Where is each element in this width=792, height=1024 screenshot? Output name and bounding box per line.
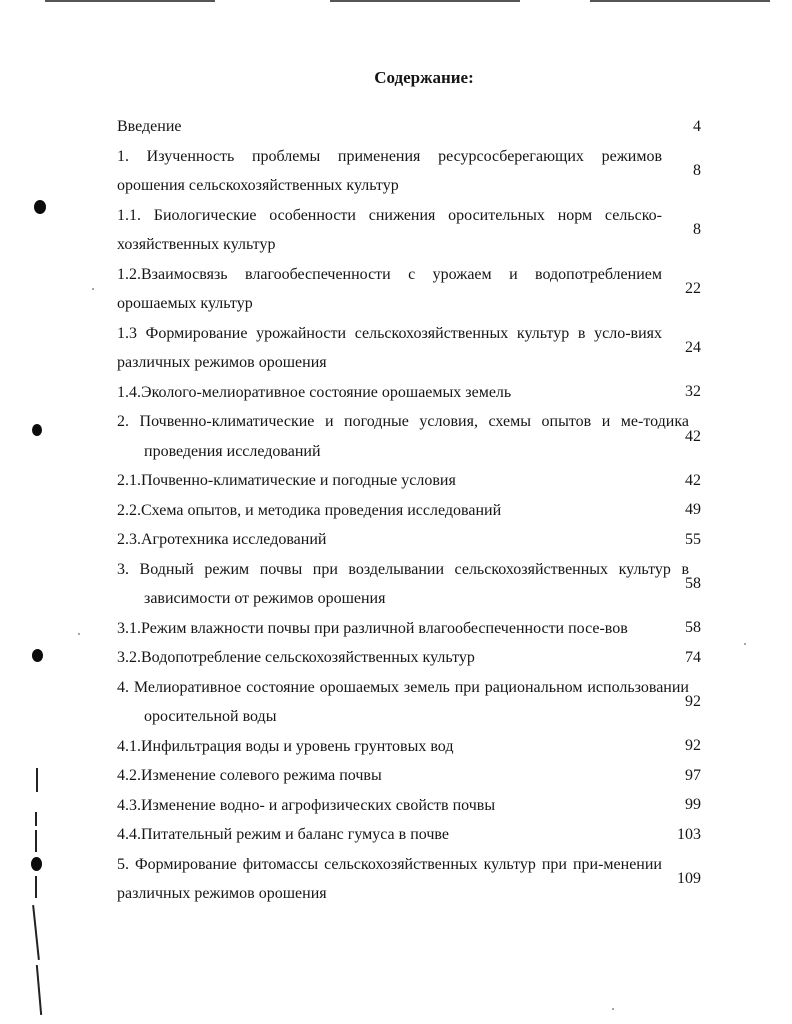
toc-entry-title: 1.1. Биологические особенности снижения оросительных норм сельско-хозяйственных культур xyxy=(117,206,662,253)
toc-page-number: 109 xyxy=(677,870,701,887)
toc-page-number: 58 xyxy=(685,619,701,637)
toc-entry xyxy=(117,112,709,142)
toc-entry xyxy=(117,643,709,673)
toc-entry-title: 4.2.Изменение солевого режима почвы xyxy=(117,767,382,784)
toc-entry-title: 5. Формирование фитомассы сельскохозяйственных культур при при-менении различных режимов орошения xyxy=(117,855,662,902)
toc-page-number: 103 xyxy=(677,825,701,843)
toc-entry-title: 1.2.Взаимосвязь влагообеспеченности с урожаем и водопотреблением орошаемых культур xyxy=(117,265,662,312)
toc-page-number: 22 xyxy=(685,280,701,297)
toc-entry xyxy=(117,201,709,260)
toc-entry xyxy=(117,732,709,762)
scan-top-rule xyxy=(590,0,770,2)
toc-entry xyxy=(117,407,709,466)
toc-entry xyxy=(117,555,709,614)
toc-entry-title: 2.3.Агротехника исследований xyxy=(117,531,327,548)
toc-page-number: 32 xyxy=(685,383,701,401)
toc-entry xyxy=(117,614,709,644)
toc-page-number: 42 xyxy=(685,471,701,489)
scan-speck xyxy=(612,1008,614,1010)
toc-entry xyxy=(117,673,709,732)
toc-entry-title: 2. Почвенно-климатические и погодные условия, схемы опытов и ме-тодика проведения исследований xyxy=(117,413,689,460)
page-title: Содержание: xyxy=(374,68,474,87)
toc-entry-title: 3. Водный режим почвы при возделывании сельскохозяйственных культур в зависимости от режимов орошения xyxy=(117,560,689,607)
toc-entry-title: 3.1.Режим влажности почвы при различной влагообеспеченности посе-вов xyxy=(117,619,628,637)
toc-entry-title: 4.3.Изменение водно- и агрофизических свойств почвы xyxy=(117,796,496,814)
toc-entry xyxy=(117,378,709,408)
toc-page-number: 58 xyxy=(685,575,701,592)
toc-entry-title: 3.2.Водопотребление сельскохозяйственных культур xyxy=(117,649,475,666)
toc-page-number: 24 xyxy=(685,339,701,356)
toc-entry-title: 4.4.Питательный режим и баланс гумуса в почве xyxy=(117,826,449,843)
toc-entry xyxy=(117,850,709,909)
toc-entry xyxy=(117,791,709,821)
binder-hole-mark xyxy=(32,424,42,436)
toc-page-number: 42 xyxy=(685,427,701,445)
toc-entry-title: 1.3 Формирование урожайности сельскохозяйственных культур в усло-виях различных режимов орошения xyxy=(117,324,662,371)
scan-speck xyxy=(744,643,746,645)
toc-page-number: 99 xyxy=(685,796,701,814)
table-of-contents xyxy=(117,112,709,909)
toc-page-number: 8 xyxy=(693,162,701,179)
toc-entry-title: 4.1.Инфильтрация воды и уровень грунтовых вод xyxy=(117,737,454,755)
toc-page-number: 4 xyxy=(693,117,701,135)
toc-entry-title: Введение xyxy=(117,118,182,135)
toc-page-number: 97 xyxy=(685,766,701,784)
toc-page-number: 92 xyxy=(685,693,701,710)
scan-edge-mark xyxy=(36,768,38,792)
binder-hole-mark xyxy=(34,200,46,214)
scan-speck xyxy=(78,633,80,635)
toc-entry-title: 1. Изученность проблемы применения ресурсосберегающих режимов орошения сельскохозяйственных культур xyxy=(117,147,662,194)
toc-entry-title: 4. Мелиоративное состояние орошаемых земель при рациональном использовании оросительной воды xyxy=(117,678,689,725)
toc-entry xyxy=(117,496,709,526)
toc-entry xyxy=(117,142,709,201)
toc-entry xyxy=(117,319,709,378)
scan-edge-mark xyxy=(36,965,42,1015)
toc-entry xyxy=(117,820,709,850)
scan-edge-mark xyxy=(32,905,40,960)
toc-entry xyxy=(117,260,709,319)
toc-entry-title: 2.1.Почвенно-климатические и погодные условия xyxy=(117,472,456,489)
scan-top-rule xyxy=(330,0,520,2)
toc-entry-title: 2.2.Схема опытов, и методика проведения исследований xyxy=(117,501,502,519)
toc-entry-title: 1.4.Эколого-мелиоративное состояние орошаемых земель xyxy=(117,383,512,401)
scan-top-rule xyxy=(45,0,215,2)
toc-entry xyxy=(117,761,709,791)
toc-entry xyxy=(117,525,709,555)
scan-edge-mark xyxy=(35,830,37,852)
toc-page-number: 92 xyxy=(685,737,701,755)
scan-speck xyxy=(92,288,94,290)
toc-entry xyxy=(117,466,709,496)
scan-edge-mark xyxy=(35,812,37,826)
binder-hole-mark xyxy=(32,649,43,662)
toc-page-number: 74 xyxy=(685,648,701,666)
binder-hole-mark xyxy=(31,857,42,871)
toc-page-number: 8 xyxy=(693,221,701,238)
toc-page-number: 55 xyxy=(685,530,701,548)
toc-page-number: 49 xyxy=(685,501,701,519)
scan-edge-mark xyxy=(35,876,37,898)
